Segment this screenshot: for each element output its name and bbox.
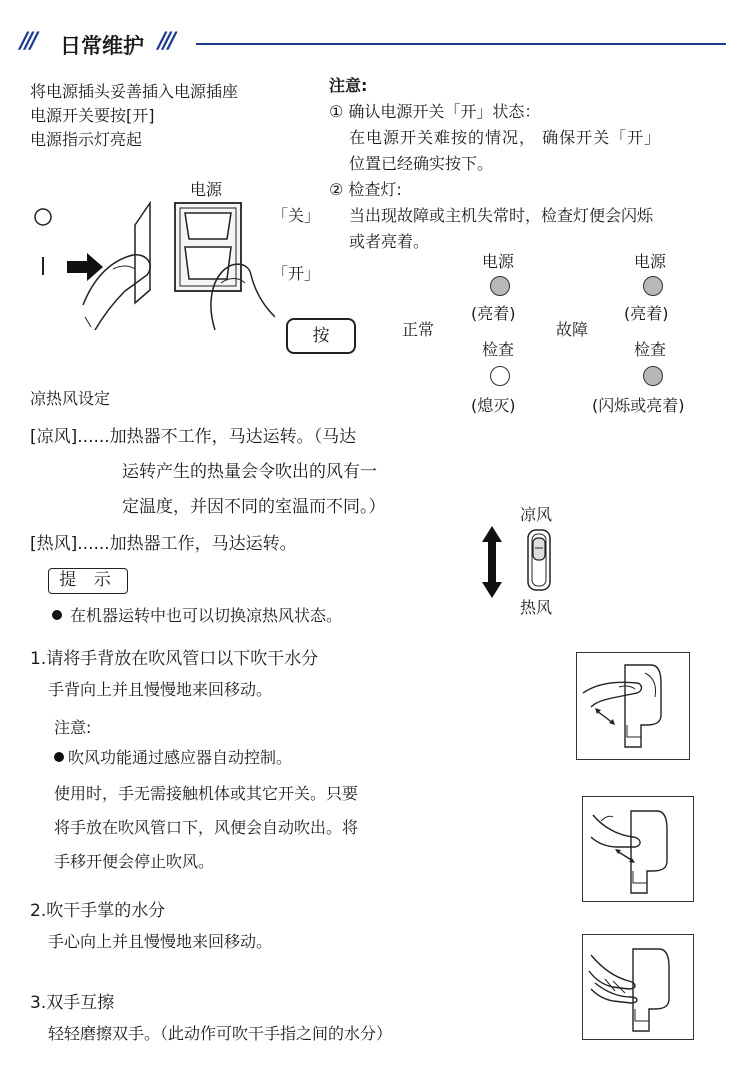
press-button: 按 (286, 318, 356, 354)
normal-check-state: (熄灭) (471, 396, 516, 415)
power-line-2: 电源开关要按[开] (30, 106, 155, 125)
power-line-3: 电源指示灯亮起 (30, 130, 143, 149)
fault-power-label: 电源 (634, 252, 667, 271)
step2-desc: 手心向上并且慢慢地来回移动。 (48, 932, 273, 951)
hint-box: 提 示 (48, 568, 128, 594)
power-switch-illustration (25, 195, 275, 335)
step3-desc: 轻轻磨擦双手。（此动作可吹干手指之间的水分） (48, 1024, 393, 1043)
normal-power-label: 电源 (482, 252, 515, 271)
header-rule (196, 43, 726, 45)
fault-check-state: (闪烁或亮着) (592, 396, 685, 415)
hot-line: [热风]......加热器工作，马达运转。 (30, 534, 297, 554)
notice-item2-line2: 或者亮着。 (349, 232, 430, 251)
cool-hot-title: 凉热风设定 (30, 389, 111, 408)
switch-off-label: 「关」 (272, 206, 321, 225)
power-line-1: 将电源插头妥善插入电源插座 (30, 82, 239, 101)
notice-title: 注意: (329, 76, 368, 95)
normal-label: 正常 (402, 320, 435, 339)
cool-line-3: 定温度，并因不同的室温而不同。） (122, 497, 386, 517)
notice-item2-head: ② 检查灯: (329, 180, 402, 199)
step1-desc: 手背向上并且慢慢地来回移动。 (48, 680, 273, 699)
fault-power-state: (亮着) (624, 304, 669, 323)
note-bullet-item (54, 746, 292, 770)
note-line-2: 将手放在吹风管口下，风便会自动吹出。将 (54, 818, 359, 837)
cool-hot-slide-switch (478, 524, 568, 602)
normal-check-label: 检查 (482, 340, 515, 359)
fault-power-lamp (643, 276, 663, 296)
fault-label: 故障 (556, 320, 589, 339)
hint-text: 在机器运转中也可以切换凉热风状态。 (70, 606, 343, 625)
normal-check-lamp (490, 366, 510, 386)
note-bullet-text: 吹风功能通过感应器自动控制。 (68, 748, 293, 767)
notice-item1-line1: 在电源开关难按的情况， 确保开关「开」 (349, 128, 662, 147)
notice-item1-line2: 位置已经确实按下。 (349, 154, 494, 173)
header-slashes-left: /// (20, 29, 36, 54)
notice-item2-line1: 当出现故障或主机失常时，检查灯便会闪烁 (349, 206, 654, 225)
switch-on-label: 「开」 (272, 264, 321, 283)
step2-figure (582, 796, 694, 902)
fault-check-lamp (643, 366, 663, 386)
step2-title: 2.吹干手掌的水分 (30, 901, 166, 921)
hint-item (52, 604, 342, 628)
note-title: 注意: (54, 718, 92, 737)
note-line-3: 手移开便会停止吹风。 (54, 852, 215, 871)
bullet-icon (54, 752, 64, 762)
cool-line-2: 运转产生的热量会令吹出的风有一 (122, 462, 377, 482)
switch-hot-label: 热风 (520, 598, 553, 617)
normal-power-lamp (490, 276, 510, 296)
cool-line-1: [凉风]......加热器不工作，马达运转。（马达 (30, 427, 357, 447)
normal-power-state: (亮着) (471, 304, 516, 323)
note-line-1: 使用时，手无需接触机体或其它开关。只要 (54, 784, 359, 803)
fault-check-label: 检查 (634, 340, 667, 359)
step3-figure (582, 934, 694, 1040)
bullet-icon (52, 610, 62, 620)
switch-label: 电源 (190, 180, 223, 199)
step3-title: 3.双手互擦 (30, 993, 115, 1013)
step1-figure (576, 652, 690, 760)
header-slashes-right: /// (158, 29, 174, 54)
page-title: 日常维护 (60, 34, 144, 58)
switch-cool-label: 凉风 (520, 505, 553, 524)
notice-item1-head: ① 确认电源开关「开」状态： (329, 102, 541, 121)
step1-title: 1.请将手背放在吹风管口以下吹干水分 (30, 649, 319, 669)
